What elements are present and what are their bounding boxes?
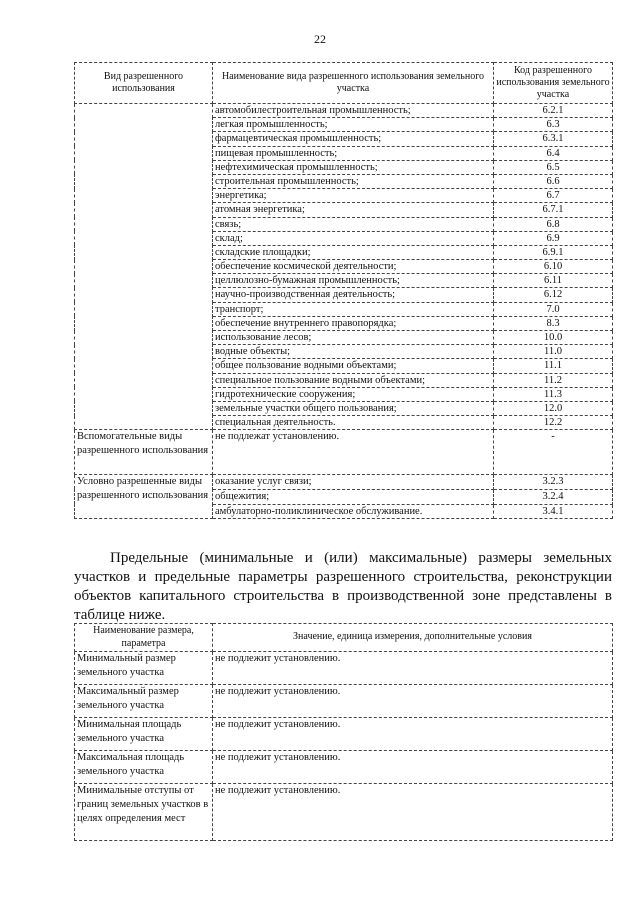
page-number: 22 xyxy=(314,32,326,46)
use-code-cell: 6.12 xyxy=(494,288,613,302)
use-code-cell: 6.6 xyxy=(494,174,613,188)
use-name-cell: строительная промышленность; xyxy=(213,174,494,188)
parameters-table xyxy=(74,623,613,841)
use-name-cell: водные объекты; xyxy=(213,345,494,359)
use-code-cell: 6.5 xyxy=(494,160,613,174)
use-name-cell: земельные участки общего пользования; xyxy=(213,401,494,415)
auxiliary-code: - xyxy=(494,430,613,475)
use-name-cell: обеспечение внутреннего правопорядка; xyxy=(213,316,494,330)
use-name-cell: гидротехнические сооружения; xyxy=(213,387,494,401)
table-row xyxy=(75,784,613,841)
use-code-cell: 10.0 xyxy=(494,331,613,345)
use-name-cell: нефтехимическая промышленность; xyxy=(213,160,494,174)
body-paragraph xyxy=(74,549,612,625)
param-value-cell: не подлежит установлению. xyxy=(213,685,613,718)
table-row xyxy=(75,652,613,685)
table-row xyxy=(75,718,613,751)
use-name-cell: научно-производственная деятельность; xyxy=(213,288,494,302)
use-code-cell: 6.3.1 xyxy=(494,132,613,146)
use-code-cell: 6.9 xyxy=(494,231,613,245)
param-value-cell: не подлежит установлению. xyxy=(213,652,613,685)
use-code-cell: 11.3 xyxy=(494,387,613,401)
use-code-cell: 6.3 xyxy=(494,118,613,132)
use-code-cell: 3.2.3 xyxy=(494,475,613,490)
use-name-cell: общежития; xyxy=(213,489,494,504)
use-name-cell: пищевая промышленность; xyxy=(213,146,494,160)
param-name-cell: Максимальная площадь земельного участка xyxy=(75,751,213,784)
header-code: Код разрешенного использования земельного участка xyxy=(494,63,613,104)
use-code-cell: 3.4.1 xyxy=(494,504,613,519)
auxiliary-name: не подлежат установлению. xyxy=(213,430,494,475)
use-name-cell: легкая промышленность; xyxy=(213,118,494,132)
use-code-cell: 6.4 xyxy=(494,146,613,160)
use-name-cell: целлюлозно-бумажная промышленность; xyxy=(213,274,494,288)
use-code-cell: 6.7 xyxy=(494,189,613,203)
use-code-cell: 6.10 xyxy=(494,260,613,274)
use-code-cell: 7.0 xyxy=(494,302,613,316)
table-row xyxy=(75,685,613,718)
use-name-cell: связь; xyxy=(213,217,494,231)
param-value-cell: не подлежит установлению. xyxy=(213,751,613,784)
use-name-cell: обеспечение космической деятельности; xyxy=(213,260,494,274)
header-kind: Вид разрешенного использования xyxy=(75,63,213,104)
paragraph-text: Предельные (минимальные и (или) максимальные) размеры земельных участков и предельные параметры разрешенного строительства, реконструкции объектов капитального строительства в производственной зоне представлены в таблице ниже. xyxy=(74,550,612,623)
table-header-row xyxy=(75,624,613,652)
use-code-cell: 11.1 xyxy=(494,359,613,373)
use-name-cell: амбулаторно-поликлиническое обслуживание. xyxy=(213,504,494,519)
use-name-cell: энергетика; xyxy=(213,189,494,203)
use-name-cell: общее пользование водными объектами; xyxy=(213,359,494,373)
use-name-cell: специальная деятельность. xyxy=(213,416,494,430)
use-code-cell: 8.3 xyxy=(494,316,613,330)
use-name-cell: складские площадки; xyxy=(213,245,494,259)
param-value-cell: не подлежит установлению. xyxy=(213,718,613,751)
permitted-use-table xyxy=(74,62,613,519)
use-name-cell: автомобилестроительная промышленность; xyxy=(213,104,494,118)
use-name-cell: оказание услуг связи; xyxy=(213,475,494,490)
use-name-cell: специальное пользование водными объектами; xyxy=(213,373,494,387)
use-code-cell: 6.7.1 xyxy=(494,203,613,217)
use-name-cell: атомная энергетика; xyxy=(213,203,494,217)
param-name-cell: Минимальная площадь земельного участка xyxy=(75,718,213,751)
table-row xyxy=(75,751,613,784)
use-code-cell: 11.2 xyxy=(494,373,613,387)
use-name-cell: склад; xyxy=(213,231,494,245)
conditional-row xyxy=(75,475,613,490)
use-code-cell: 6.8 xyxy=(494,217,613,231)
table-row xyxy=(75,104,613,118)
param-name-cell: Максимальный размер земельного участка xyxy=(75,685,213,718)
use-name-cell: использование лесов; xyxy=(213,331,494,345)
table-header-row xyxy=(75,63,613,104)
header-name: Наименование вида разрешенного использования земельного участка xyxy=(213,63,494,104)
param-name-cell: Минимальные отступы от границ земельных участков в целях определения мест xyxy=(75,784,213,841)
header-value: Значение, единица измерения, дополнительные условия xyxy=(213,624,613,652)
use-code-cell: 12.0 xyxy=(494,401,613,415)
header-param: Наименование размера, параметра xyxy=(75,624,213,652)
auxiliary-row xyxy=(75,430,613,475)
param-value-cell: не подлежит установлению. xyxy=(213,784,613,841)
auxiliary-label: Вспомогательные виды разрешенного использования xyxy=(75,430,213,475)
use-name-cell: транспорт; xyxy=(213,302,494,316)
use-code-cell: 12.2 xyxy=(494,416,613,430)
use-code-cell: 11.0 xyxy=(494,345,613,359)
use-name-cell: фармацевтическая промышленность; xyxy=(213,132,494,146)
param-name-cell: Минимальный размер земельного участка xyxy=(75,652,213,685)
use-code-cell: 6.11 xyxy=(494,274,613,288)
main-kind-cell xyxy=(75,104,213,430)
use-code-cell: 3.2.4 xyxy=(494,489,613,504)
conditional-label: Условно разрешенные виды разрешенного использования xyxy=(75,475,213,519)
use-code-cell: 6.9.1 xyxy=(494,245,613,259)
use-code-cell: 6.2.1 xyxy=(494,104,613,118)
